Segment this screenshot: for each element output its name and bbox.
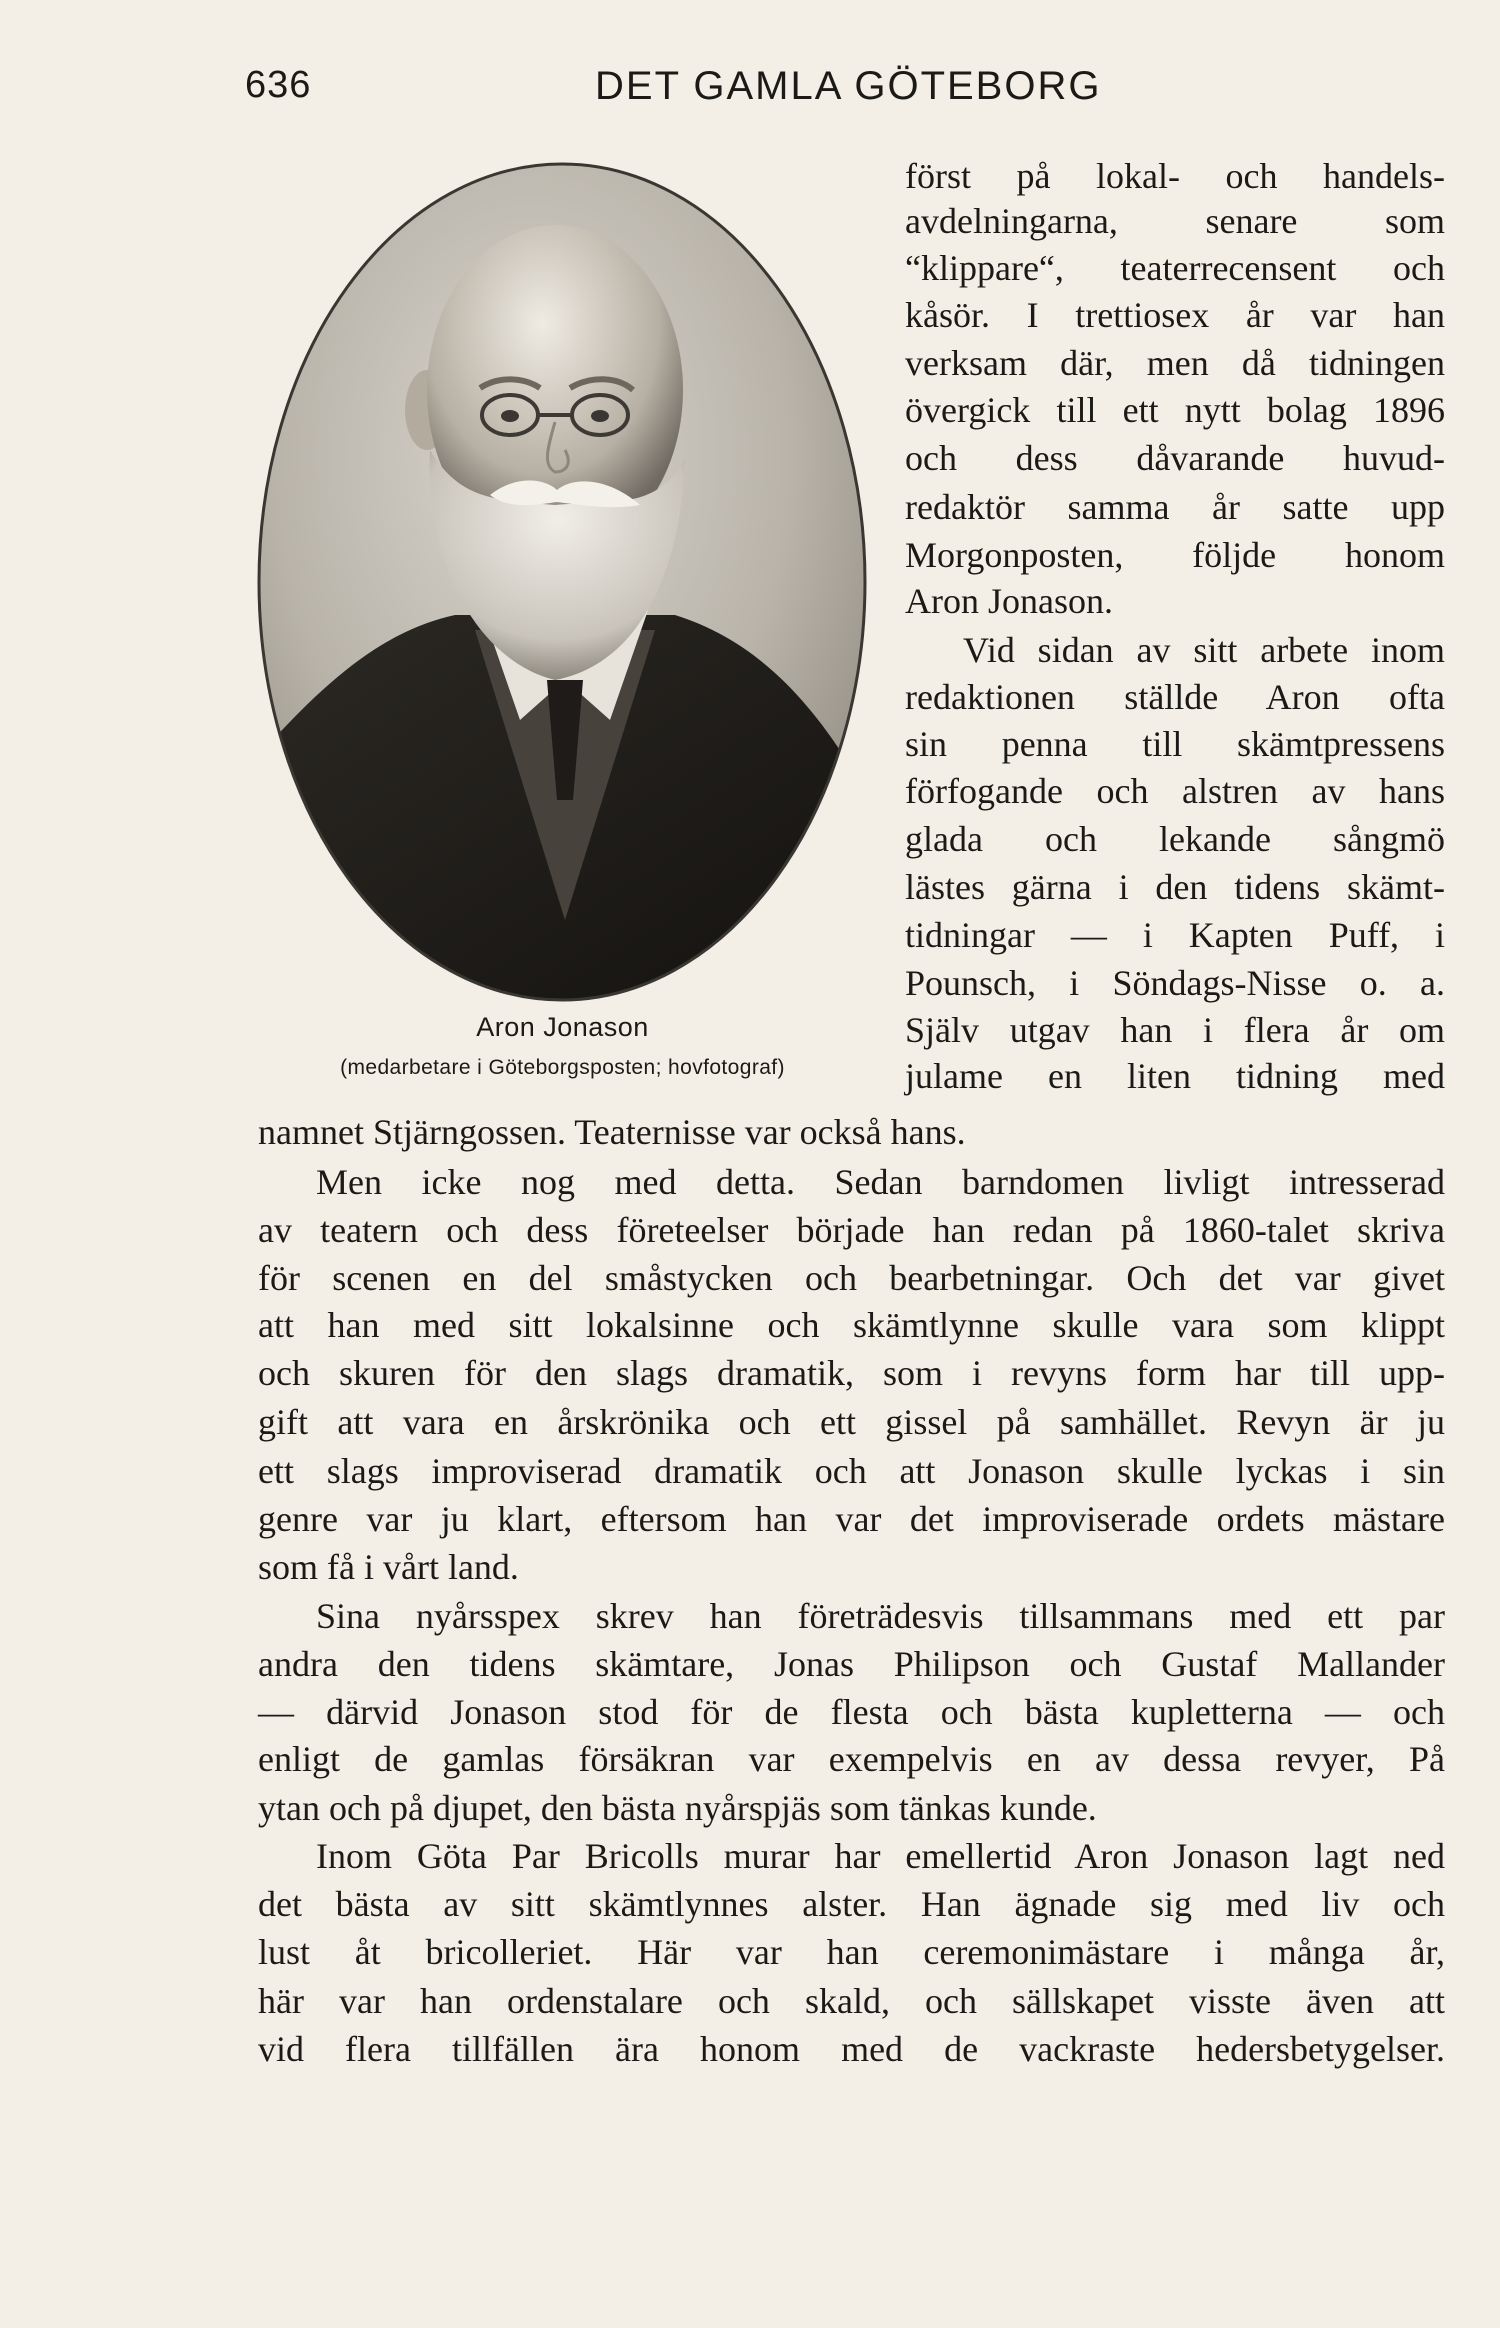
- text-line: ett slags improviserad dramatik och att Jonason skulle lyckas i sin: [258, 1451, 1445, 1491]
- text-line: Morgonposten, följde honom: [905, 535, 1445, 575]
- text-line: redaktionen ställde Aron ofta: [905, 677, 1445, 717]
- text-line: julame en liten tidning med: [905, 1056, 1445, 1096]
- text-line: först på lokal- och handels-: [905, 156, 1445, 196]
- text-line: gift att vara en årskrönika och ett gissel på samhället. Revyn är ju: [258, 1402, 1445, 1442]
- text-line: Inom Göta Par Bricolls murar har emellertid Aron Jonason lagt ned: [316, 1836, 1445, 1876]
- text-line: enligt de gamlas försäkran var exempelvis en av dessa revyer, På: [258, 1739, 1445, 1779]
- text-line: det bästa av sitt skämtlynnes alster. Han ägnade sig med liv och: [258, 1884, 1445, 1924]
- figure-caption-subtitle: (medarbetare i Göteborgsposten; hovfotograf): [340, 1056, 785, 1079]
- text-line: “klippare“, teaterrecensent och: [905, 248, 1445, 288]
- text-line: förfogande och alstren av hans: [905, 771, 1445, 811]
- text-line: lästes gärna i den tidens skämt-: [905, 867, 1445, 907]
- text-line: Vid sidan av sitt arbete inom: [963, 630, 1445, 670]
- text-line: genre var ju klart, eftersom han var det improviserade ordets mästare: [258, 1499, 1445, 1539]
- text-line: och skuren för den slags dramatik, som i revyns form har till upp-: [258, 1353, 1445, 1393]
- text-line: verksam där, men då tidningen: [905, 343, 1445, 383]
- text-line: Pounsch, i Söndags-Nisse o. a.: [905, 963, 1445, 1003]
- page-number: 636: [245, 64, 312, 106]
- text-line: redaktör samma år satte upp: [905, 487, 1445, 527]
- text-line: av teatern och dess företeelser började han redan på 1860-talet skriva: [258, 1210, 1445, 1250]
- text-line: Själv utgav han i flera år om: [905, 1010, 1445, 1050]
- text-line: att han med sitt lokalsinne och skämtlynne skulle vara som klippt: [258, 1305, 1445, 1345]
- text-line: lust åt bricolleriet. Här var han ceremonimästare i många år,: [258, 1932, 1445, 1972]
- text-line: — därvid Jonason stod för de flesta och bästa kupletterna — och: [258, 1692, 1445, 1732]
- text-line: som få i vårt land.: [258, 1547, 519, 1587]
- text-line: för scenen en del småstycken och bearbetningar. Och det var givet: [258, 1258, 1445, 1298]
- page-header: [245, 64, 1445, 124]
- text-line: Aron Jonason.: [905, 581, 1113, 621]
- text-line: glada och lekande sångmö: [905, 819, 1445, 859]
- text-line: tidningar — i Kapten Puff, i: [905, 915, 1445, 955]
- portrait-photo: [255, 160, 870, 1005]
- figure-caption-name: Aron Jonason: [476, 1012, 649, 1042]
- text-line: sin penna till skämtpressens: [905, 724, 1445, 764]
- text-line: och dess dåvarande huvud-: [905, 438, 1445, 478]
- text-line: Sina nyårsspex skrev han företrädesvis tillsammans med ett par: [316, 1596, 1445, 1636]
- text-line: avdelningarna, senare som: [905, 201, 1445, 241]
- text-line: ytan och på djupet, den bästa nyårspjäs som tänkas kunde.: [258, 1788, 1097, 1828]
- text-line: Men icke nog med detta. Sedan barndomen livligt intresserad: [316, 1162, 1445, 1202]
- text-line: övergick till ett nytt bolag 1896: [905, 390, 1445, 430]
- text-line: namnet Stjärngossen. Teaternisse var också hans.: [258, 1112, 966, 1152]
- running-head: DET GAMLA GÖTEBORG: [595, 64, 1102, 108]
- text-line: här var han ordenstalare och skald, och sällskapet visste även att: [258, 1981, 1445, 2021]
- text-line: andra den tidens skämtare, Jonas Philipson och Gustaf Mallander: [258, 1644, 1445, 1684]
- text-line: vid flera tillfällen ära honom med de vackraste hedersbetygelser.: [258, 2029, 1445, 2069]
- text-line: kåsör. I trettiosex år var han: [905, 295, 1445, 335]
